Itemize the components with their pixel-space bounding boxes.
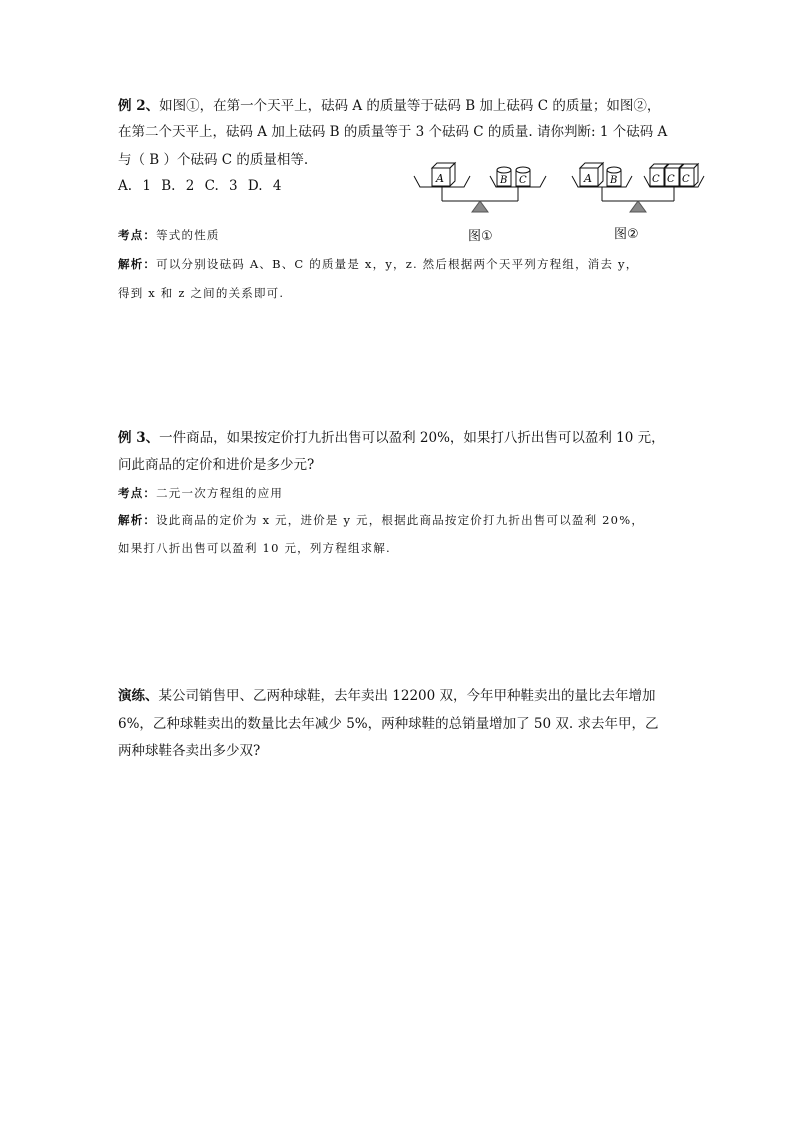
- example2-jiexi-line1: 解析：可以分别设砝码 A、B、C 的质量是 x，y，z. 然后根据两个天平列方程组，消去 y，: [118, 257, 639, 271]
- example2-label: 例 2、: [118, 98, 160, 114]
- example2-line1: 例 2、如图①，在第一个天平上，砝码 A 的质量等于砝码 B 加上砝码 C 的质量；如图②，: [118, 98, 661, 114]
- weight-label: A: [584, 172, 592, 185]
- weight-label: B: [610, 175, 618, 186]
- balance-figure-2: [570, 158, 710, 218]
- weight-cube: [580, 163, 603, 186]
- example3-label: 例 3、: [118, 430, 160, 446]
- figure-2-caption: 图②: [614, 227, 639, 242]
- example3-jiexi-line2: 如果打八折出售可以盈利 10 元，列方程组求解.: [118, 541, 391, 555]
- example3-kaodian: 考点：二元一次方程组的应用: [118, 486, 284, 500]
- weight-cylinder: [516, 167, 530, 186]
- balance-figure-1: [412, 158, 552, 218]
- example2-jiexi-line2: 得到 x 和 z 之间的关系即可.: [118, 286, 285, 300]
- weight-cylinder: [607, 167, 621, 186]
- example2-kaodian: 考点：等式的性质: [118, 228, 220, 242]
- example3-jiexi-line1: 解析：设此商品的定价为 x 元，进价是 y 元，根据此商品按定价打九折出售可以盈利 20%，: [118, 513, 645, 527]
- weight-label: B: [500, 175, 508, 186]
- weight-label: C: [652, 174, 660, 185]
- practice-label: 演练、: [118, 688, 159, 704]
- weight-label: C: [682, 174, 690, 185]
- weight-label: A: [436, 172, 444, 185]
- weight-label: C: [667, 174, 675, 185]
- practice-line2: 6%，乙种球鞋卖出的数量比去年减少 5%，两种球鞋的总销量增加了 50 双. 求去年甲，乙: [118, 716, 659, 732]
- weight-cube: [432, 163, 455, 186]
- figure-1-caption: 图①: [468, 229, 493, 244]
- example3-line1: 例 3、一件商品，如果按定价打九折出售可以盈利 20%，如果打八折出售可以盈利 10 元，: [118, 430, 665, 446]
- example3-line2: 问此商品的定价和进价是多少元?: [118, 457, 315, 473]
- example2-options: A. 1 B. 2 C. 3 D. 4: [118, 178, 282, 194]
- weight-cylinder: [497, 167, 511, 186]
- practice-line1: 演练、某公司销售甲、乙两种球鞋，去年卖出 12200 双，今年甲种鞋卖出的量比去年增加: [118, 688, 656, 704]
- weight-label: C: [519, 175, 527, 186]
- weight-cube: [680, 164, 698, 186]
- example2-line3: 与（ B ）个砝码 C 的质量相等.: [118, 152, 309, 168]
- practice-line3: 两种球鞋各卖出多少双?: [118, 743, 261, 759]
- example2-line2: 在第二个天平上，砝码 A 加上砝码 B 的质量等于 3 个砝码 C 的质量. 请你判断: 1 个砝码 A: [118, 124, 668, 140]
